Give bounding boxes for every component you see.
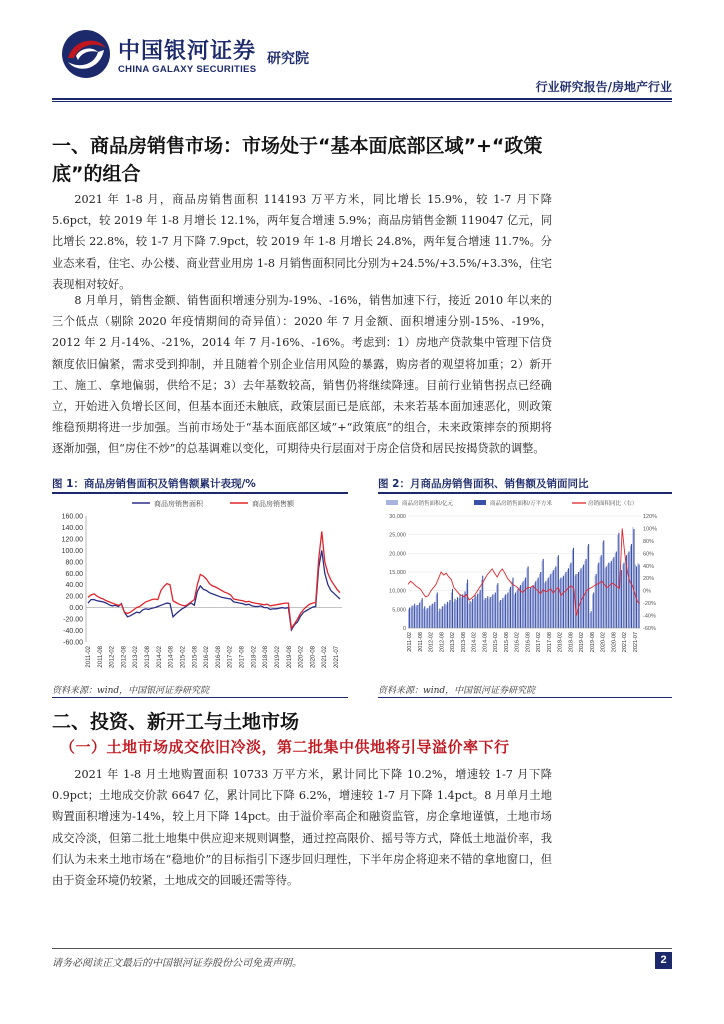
figure-2-source: 资料来源：wind，中国银河证券研究院 — [378, 686, 536, 696]
bar-amount — [550, 574, 551, 628]
x-tick-label: 2013-02 — [450, 632, 457, 653]
x-tick-label: 2017-02 — [536, 632, 543, 653]
bar-amount — [618, 533, 619, 628]
y-tick-label: 160.00 — [61, 513, 83, 521]
bar-amount — [447, 602, 448, 628]
figure-2-svg — [378, 494, 672, 680]
bar-amount — [485, 598, 486, 628]
footer-divider — [52, 948, 672, 949]
bar-area — [557, 557, 558, 628]
figure-1-source: 资料来源：wind，中国银河证券研究院 — [52, 686, 210, 696]
bar-area — [637, 563, 638, 628]
bar-area — [443, 606, 444, 628]
bar-area — [587, 546, 588, 628]
bar-amount — [467, 580, 468, 629]
x-tick-label: 2011-08 — [417, 632, 424, 652]
x-tick-label: 2012-02 — [428, 632, 435, 653]
bar-area — [537, 580, 538, 629]
x-tick-label: 2021-07 — [633, 632, 639, 653]
bar-area — [567, 570, 568, 628]
bar-area — [428, 608, 429, 629]
bar-amount — [470, 601, 471, 628]
bar-amount — [452, 589, 453, 628]
bar-amount — [616, 552, 617, 629]
bar-area — [630, 546, 631, 628]
bar-amount — [427, 608, 428, 628]
bar-amount — [639, 565, 640, 629]
bar-area — [615, 553, 616, 628]
bar-amount — [530, 587, 531, 628]
bar-area — [559, 580, 560, 629]
bar-area — [529, 589, 530, 628]
bar-area — [441, 609, 442, 628]
bar-area — [436, 594, 437, 628]
y2-tick-label: -60% — [643, 626, 656, 632]
bar-amount — [449, 600, 450, 628]
bar-area — [590, 613, 591, 628]
x-tick-label: 2017-08 — [546, 632, 553, 653]
series-line-0 — [88, 550, 340, 630]
x-tick-label: 2021-02 — [322, 646, 329, 669]
bar-area — [433, 604, 434, 628]
y2-tick-label: -40% — [643, 613, 656, 620]
x-tick-label: 2020-02 — [298, 646, 305, 669]
y-tick-label: 0 — [402, 626, 406, 632]
legend-swatch-1 — [474, 500, 486, 505]
figure-2-bottom-rule — [378, 697, 672, 698]
x-tick-label: 2014-02 — [156, 646, 163, 669]
bar-area — [469, 604, 470, 628]
bar-amount — [475, 595, 476, 628]
bar-area — [491, 596, 492, 628]
bar-amount — [543, 559, 544, 628]
y2-tick-label: -20% — [643, 601, 656, 608]
bar-amount — [434, 602, 435, 628]
bar-amount — [429, 606, 430, 628]
bar-area — [494, 594, 495, 628]
x-tick-label: 2018-08 — [263, 646, 270, 669]
bar-area — [597, 565, 598, 629]
bar-amount — [414, 604, 415, 628]
header-divider — [52, 98, 672, 100]
figure-1-bottom-rule — [52, 697, 348, 698]
bar-amount — [533, 585, 534, 628]
figure-1-svg — [52, 494, 348, 680]
bar-amount — [477, 594, 478, 628]
bar-area — [542, 561, 543, 628]
legend-label-1: 商品房销售面积/万平方米 — [490, 501, 553, 507]
bar-area — [479, 593, 480, 629]
bar-amount — [507, 593, 508, 629]
bar-amount — [628, 552, 629, 629]
bar-area — [474, 598, 475, 628]
bar-amount — [492, 594, 493, 628]
bar-amount — [601, 555, 602, 628]
bar-amount — [409, 608, 410, 629]
bar-area — [547, 580, 548, 629]
bar-amount — [548, 578, 549, 628]
bar-area — [516, 591, 517, 628]
bar-amount — [560, 578, 561, 628]
bar-amount — [545, 581, 546, 628]
x-tick-label: 2015-02 — [180, 646, 187, 669]
bar-area — [421, 600, 422, 628]
x-tick-label: 2013-08 — [460, 632, 467, 653]
y-tick-label: 10,000 — [389, 588, 406, 595]
bar-amount — [568, 568, 569, 628]
x-tick-label: 2019-02 — [579, 632, 586, 653]
legend-label-1: 商品房销售额 — [252, 501, 294, 508]
footer-disclaimer: 请务必阅读正文最后的中国银河证券股份公司免责声明。 — [52, 958, 302, 969]
bar-area — [486, 598, 487, 628]
bar-amount — [523, 581, 524, 628]
bar-area — [514, 594, 515, 628]
bar-amount — [505, 594, 506, 628]
bar-area — [605, 568, 606, 628]
x-tick-label: 2017-08 — [239, 646, 246, 669]
bar-amount — [417, 605, 418, 628]
y2-tick-label: 100% — [643, 526, 658, 533]
bar-area — [481, 580, 482, 629]
bar-area — [521, 583, 522, 628]
bar-area — [617, 535, 618, 628]
bar-area — [509, 589, 510, 628]
x-tick-label: 2021-02 — [622, 632, 629, 653]
bar-amount — [424, 606, 425, 628]
bar-area — [413, 606, 414, 628]
bar-amount — [490, 597, 491, 628]
bar-amount — [598, 563, 599, 628]
bar-amount — [565, 572, 566, 628]
bar-area — [418, 605, 419, 628]
bar-amount — [553, 570, 554, 628]
section-2-paragraph-1: 2021 年 1-8 月土地购置面积 10733 万平方米，累计同比下降 10.2%，增速较 1-7 月下降 0.9pct；土地成交价款 6647 亿，累计同比下降 6.2%，增速较 1-7 月下降 1.4pct。8 月单月土地购置面积增速为-14%，较上月下降 14pct。由于溢价率高企和融资监管，房企拿地谨慎，土地市场成交冷淡，但第二批土地集中供应迎来规则调整，通过控高限价、摇号等方式，降低土地溢价率，我们认为未来土地市场在“稳地价”的目标指引下逐步回归理性，下半年房企将迎来不错的拿地窗口，但由于资金环境仍较紧，土地成交的回暖还需等待。 — [52, 768, 552, 888]
bar-amount — [517, 589, 518, 628]
x-tick-label: 2015-08 — [503, 632, 510, 653]
x-tick-label: 2020-08 — [310, 646, 317, 669]
x-tick-label: 2017-02 — [227, 646, 234, 669]
x-tick-label: 2018-02 — [557, 632, 564, 653]
bar-area — [476, 596, 477, 628]
figure-1-caption: 图 1：商品房销售面积及销售额累计表现/% — [52, 478, 256, 490]
bar-area — [471, 602, 472, 628]
bar-area — [501, 600, 502, 628]
logo-english-name: CHINA GALAXY SECURITIES — [118, 64, 257, 75]
figure-1-chart — [52, 494, 348, 680]
bar-amount — [631, 544, 632, 628]
bar-area — [438, 611, 439, 628]
y-tick-label: -20.00 — [63, 616, 83, 624]
y-tick-label: 25,000 — [389, 532, 406, 539]
bar-amount — [528, 566, 529, 628]
bar-area — [595, 576, 596, 628]
y2-tick-label: 20% — [643, 576, 655, 583]
bar-amount — [442, 606, 443, 628]
bar-amount — [412, 606, 413, 628]
bar-area — [511, 581, 512, 628]
bar-amount — [621, 570, 622, 628]
bar-amount — [487, 596, 488, 628]
bar-area — [519, 587, 520, 628]
x-tick-label: 2014-08 — [168, 646, 175, 669]
bar-area — [562, 578, 563, 628]
bar-amount — [633, 529, 634, 628]
bar-area — [458, 598, 459, 628]
bar-area — [506, 594, 507, 628]
bar-area — [625, 557, 626, 628]
bar-area — [577, 574, 578, 628]
section-1-title: 一、商品房销售市场：市场处于“基本面底部区域”+“政策底”的组合 — [52, 135, 543, 185]
x-tick-label: 2018-08 — [568, 632, 575, 653]
x-tick-label: 2020-08 — [611, 632, 618, 653]
bar-amount — [563, 576, 564, 628]
bar-amount — [432, 604, 433, 628]
x-tick-label: 2021-07 — [334, 646, 340, 669]
x-tick-label: 2013-08 — [145, 646, 152, 669]
bar-amount — [525, 578, 526, 628]
bar-area — [532, 587, 533, 628]
bar-amount — [462, 594, 463, 628]
bar-area — [600, 557, 601, 628]
bar-area — [408, 609, 409, 628]
bar-area — [446, 605, 447, 628]
bar-area — [564, 574, 565, 628]
bar-amount — [502, 598, 503, 628]
bar-amount — [570, 563, 571, 628]
x-tick-label: 2011-02 — [86, 646, 92, 668]
y-tick-label: 140.00 — [61, 524, 83, 532]
x-tick-label: 2014-08 — [482, 632, 489, 653]
bar-amount — [581, 568, 582, 628]
bar-amount — [444, 604, 445, 628]
bar-amount — [558, 555, 559, 628]
x-tick-label: 2015-02 — [493, 632, 500, 653]
y2-tick-label: 60% — [643, 551, 655, 558]
bar-area — [484, 600, 485, 628]
x-tick-label: 2013-02 — [133, 646, 140, 669]
bar-area — [496, 585, 497, 628]
bar-area — [504, 596, 505, 628]
page-number: 2 — [655, 952, 672, 969]
bar-area — [554, 568, 555, 628]
bar-amount — [596, 574, 597, 628]
bar-area — [627, 553, 628, 628]
x-tick-label: 2019-02 — [274, 646, 281, 669]
bar-area — [411, 608, 412, 629]
bar-amount — [591, 611, 592, 628]
x-tick-label: 2019-08 — [589, 632, 596, 653]
x-tick-label: 2011-08 — [97, 646, 104, 668]
bar-area — [463, 594, 464, 628]
bar-amount — [606, 566, 607, 628]
x-tick-label: 2020-02 — [600, 632, 607, 653]
header-divider-thin — [52, 101, 672, 102]
y-tick-label: 0.00 — [69, 605, 83, 613]
x-tick-label: 2018-02 — [251, 646, 258, 669]
bar-area — [527, 568, 528, 628]
x-tick-label: 2016-02 — [204, 646, 211, 669]
legend-label-0: 商品房销售面积 — [154, 501, 203, 508]
x-tick-label: 2011-02 — [407, 632, 413, 652]
bar-area — [632, 527, 633, 628]
bar-amount — [439, 609, 440, 628]
y2-tick-label: 120% — [643, 514, 658, 520]
bar-amount — [497, 583, 498, 628]
legend-label-0: 商品房销售面积/亿元 — [402, 501, 454, 507]
bar-area — [448, 603, 449, 628]
bar-area — [572, 550, 573, 628]
bar-area — [544, 583, 545, 628]
bar-area — [549, 576, 550, 628]
bar-area — [416, 606, 417, 628]
bar-area — [592, 594, 593, 628]
bar-amount — [578, 572, 579, 628]
institute-label: 研究院 — [267, 51, 309, 67]
bar-amount — [422, 598, 423, 628]
section-2-title: 二、投资、新开工与土地市场 — [52, 711, 300, 733]
bar-area — [489, 599, 490, 628]
y-tick-label: 60.00 — [65, 570, 83, 578]
bar-area — [451, 593, 452, 629]
bar-area — [539, 574, 540, 628]
y2-tick-label: 80% — [643, 538, 655, 545]
y-tick-label: 30,000 — [389, 514, 406, 520]
section-2-subtitle: （一）土地市场成交依旧冷淡，第二批集中供地将引导溢价率下行 — [60, 738, 510, 756]
legend-label-2: 房销面积同比（右） — [588, 501, 638, 507]
section-1-paragraph-1: 2021 年 1-8 月，商品房销售面积 114193 万平方米，同比增长 15.9%，较 1-7 月下降 5.6pct，较 2019 年 1-8 月增长 12.1%，两年复合增速 5.9%；商品房销售金额 119047 亿元，同比增长 22.8%，较 1-7 月下降 7.9pct，较 2019 年 1-8 月增长 24.8%，两年复合增速 11.7%。分业态来看，住宅、办公楼、商业营业用房 1-8 月销售面积同比分别为+24.5%/+3.5%/+3.3%，住宅表现相对较好。 — [52, 193, 552, 291]
bar-area — [612, 559, 613, 628]
x-tick-label: 2016-02 — [514, 632, 521, 653]
bar-amount — [588, 544, 589, 628]
bar-amount — [555, 566, 556, 628]
bar-area — [524, 580, 525, 629]
bar-area — [431, 606, 432, 628]
report-type: 行业研究报告/房地产行业 — [535, 80, 672, 94]
bar-amount — [575, 574, 576, 628]
bar-amount — [459, 595, 460, 628]
bar-amount — [510, 587, 511, 628]
figure-2-chart — [378, 494, 672, 680]
x-tick-label: 2016-08 — [215, 646, 222, 669]
x-tick-label: 2012-08 — [121, 646, 128, 669]
x-tick-label: 2012-02 — [109, 646, 116, 669]
y-tick-label: 5,000 — [392, 607, 406, 614]
x-tick-label: 2019-08 — [286, 646, 293, 669]
y-tick-label: 100.00 — [61, 547, 83, 555]
bar-amount — [613, 557, 614, 628]
bar-amount — [472, 599, 473, 628]
y-tick-label: 40.00 — [65, 582, 83, 590]
y2-tick-label: 0% — [643, 588, 651, 595]
bar-amount — [611, 561, 612, 628]
bar-amount — [515, 593, 516, 629]
bar-area — [423, 609, 424, 628]
bar-area — [607, 565, 608, 629]
bar-area — [579, 570, 580, 628]
bar-area — [534, 583, 535, 628]
logo-chinese-name: 中国银河证券 — [118, 39, 257, 64]
x-tick-label: 2014-02 — [471, 632, 478, 653]
bar-area — [453, 602, 454, 628]
bar-area — [610, 563, 611, 628]
bar-amount — [419, 603, 420, 628]
bar-amount — [495, 593, 496, 629]
y-tick-label: 80.00 — [65, 559, 83, 567]
bar-amount — [454, 599, 455, 628]
bar-area — [456, 600, 457, 628]
x-tick-label: 2012-08 — [439, 632, 446, 653]
x-tick-label: 2015-08 — [192, 646, 199, 669]
y-tick-label: 20,000 — [389, 551, 406, 558]
bar-area — [602, 542, 603, 628]
y-tick-label: 15,000 — [389, 570, 406, 576]
bar-amount — [593, 593, 594, 629]
bar-amount — [480, 590, 481, 628]
bar-area — [466, 583, 467, 628]
bar-area — [461, 597, 462, 628]
bar-area — [499, 602, 500, 628]
y-tick-label: 20.00 — [65, 593, 83, 601]
legend-swatch-0 — [386, 500, 398, 505]
y-tick-label: -60.00 — [63, 639, 83, 647]
y-tick-label: 120.00 — [61, 536, 83, 544]
bar-amount — [540, 572, 541, 628]
bar-amount — [538, 578, 539, 628]
bar-amount — [500, 600, 501, 628]
bar-amount — [457, 597, 458, 628]
bar-area — [622, 565, 623, 629]
bar-area — [552, 572, 553, 628]
y2-tick-label: 40% — [643, 563, 655, 570]
section-1-paragraph-2: 8 月单月，销售金额、销售面积增速分别为-19%、-16%，销售加速下行，接近 2010 年以来的三个低点（剔除 2020 年疫情期间的奇异值）：2020 年 7 月金额、面积增速分别-15%、-19%，2012 年 2 月-14%、-21%，2014 年 7 月-16%、-16%。考虑到：1）房地产贷款集中管理下信贷额度依旧偏紧，需求受到抑制，并且随着个别企业信用风险的暴露，购房者的观望将加重；2）新开工、施工、拿地偏弱，供给不足；3）去年基数较高，销售仍将继续降速。目前行业销售拐点已经确立，开始进入负增长区间，但基本面还未触底，政策层面已是底部，未来若基本面加速恶化，则政策维稳预期将进一步加强。当前市场处于“基本面底部区域”+“政策底”的组合，未来政策摔奈的预期将逐渐加强，但“房住不炒”的总基调难以变化，可期待央行层面对于房企信贷和居民按揭贷款的调整。 — [52, 294, 552, 456]
bar-amount — [623, 563, 624, 628]
bar-amount — [586, 559, 587, 628]
figure-2-caption: 图 2：月商品房销售面积、销售额及销面同比 — [378, 478, 589, 490]
bar-area — [569, 565, 570, 629]
bar-amount — [437, 593, 438, 629]
galaxy-logo-icon — [60, 28, 112, 80]
report-header — [60, 28, 672, 98]
y-tick-label: -40.00 — [63, 628, 83, 636]
x-tick-label: 2016-08 — [525, 632, 532, 653]
bar-area — [426, 610, 427, 628]
bar-amount — [608, 563, 609, 628]
